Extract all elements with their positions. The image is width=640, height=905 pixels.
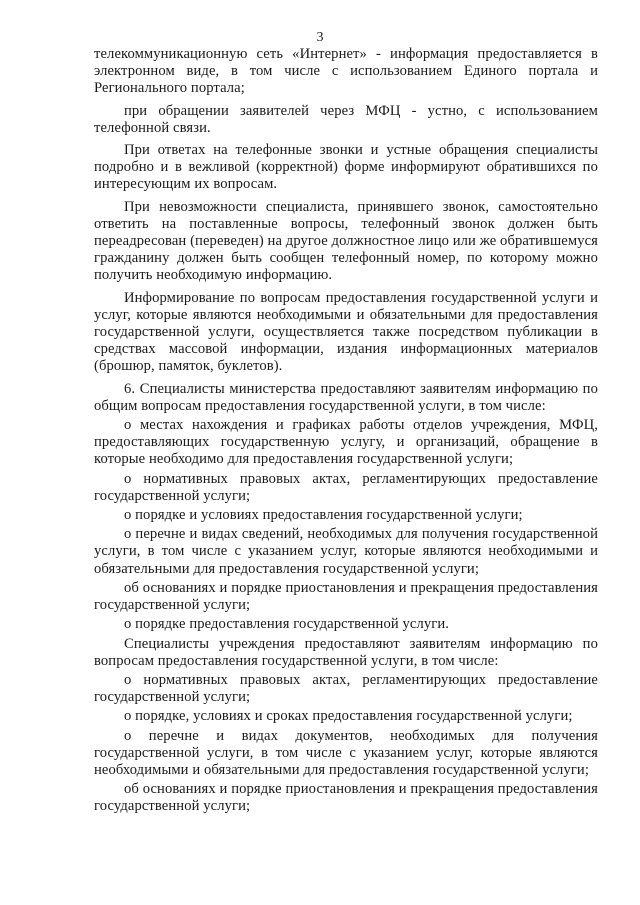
paragraph-6: 6. Специалисты министерства предоставляют заявителям информацию по общим вопросам предоставления государственной услуги, в том числе:: [94, 380, 598, 414]
paragraph-4: При невозможности специалиста, принявшего звонок, самостоятельно ответить на поставленные вопросы, телефонный звонок должен быть переадресован (переведен) на другое должностное лицо или же обратившемуся гражданину должен быть сообщен телефонный номер, по которому можно получить необходимую информацию.: [94, 198, 598, 284]
paragraph-15: о порядке, условиях и сроках предоставления государственной услуги;: [124, 708, 573, 725]
paragraph-17: об основаниях и порядке приостановления и прекращения предоставления государственной услуги;: [94, 781, 598, 815]
paragraph-7: о местах нахождения и графиках работы отделов учреждения, МФЦ, предоставляющих государственную услугу, и организаций, обращение в которые необходимо для предоставления государственной услуги;: [94, 417, 598, 468]
document-body: [94, 46, 598, 818]
paragraph-8: о нормативных правовых актах, регламентирующих предоставление государственной услуги;: [94, 470, 598, 504]
paragraph-1: телекоммуникационную сеть «Интернет» - информация предоставляется в электронном виде, в том числе с использованием Единого портала и Регионального портала;: [94, 46, 598, 97]
paragraph-12: о порядке предоставления государственной услуги.: [124, 616, 450, 633]
paragraph-11: об основаниях и порядке приостановления и прекращения предоставления государственной услуги;: [94, 579, 598, 614]
paragraph-14: о нормативных правовых актах, регламентирующих предоставление государственной услуги;: [94, 671, 598, 706]
paragraph-13: Специалисты учреждения предоставляют заявителям информацию по вопросам предоставления государственной услуги, в том числе:: [94, 635, 598, 669]
paragraph-2: при обращении заявителей через МФЦ - устно, с использованием телефонной связи.: [94, 102, 598, 136]
paragraph-16: о перечне и видах документов, необходимых для получения государственной услуги, в том числе с указанием услуг, которые являются необходимыми и обязательными для предоставления государственной услуги;: [94, 727, 598, 778]
paragraph-3: При ответах на телефонные звонки и устные обращения специалисты подробно и в вежливой (корректной) форме информируют обратившихся по интересующим их вопросам.: [94, 142, 598, 193]
page-number: 3: [316, 30, 324, 45]
paragraph-10: о перечне и видах сведений, необходимых для получения государственной услуги, в том числе с указанием услуг, которые являются необходимыми и обязательными для предоставления государственной услуги;: [94, 526, 598, 577]
paragraph-5: Информирование по вопросам предоставления государственной услуги и услуг, которые являются необходимыми и обязательными для предоставления государственной услуги, осуществляется также посредством публикации в средствах массовой информации, издания информационных материалов (брошюр, памяток, буклетов).: [94, 289, 598, 375]
paragraph-9: о порядке и условиях предоставления государственной услуги;: [124, 507, 523, 524]
